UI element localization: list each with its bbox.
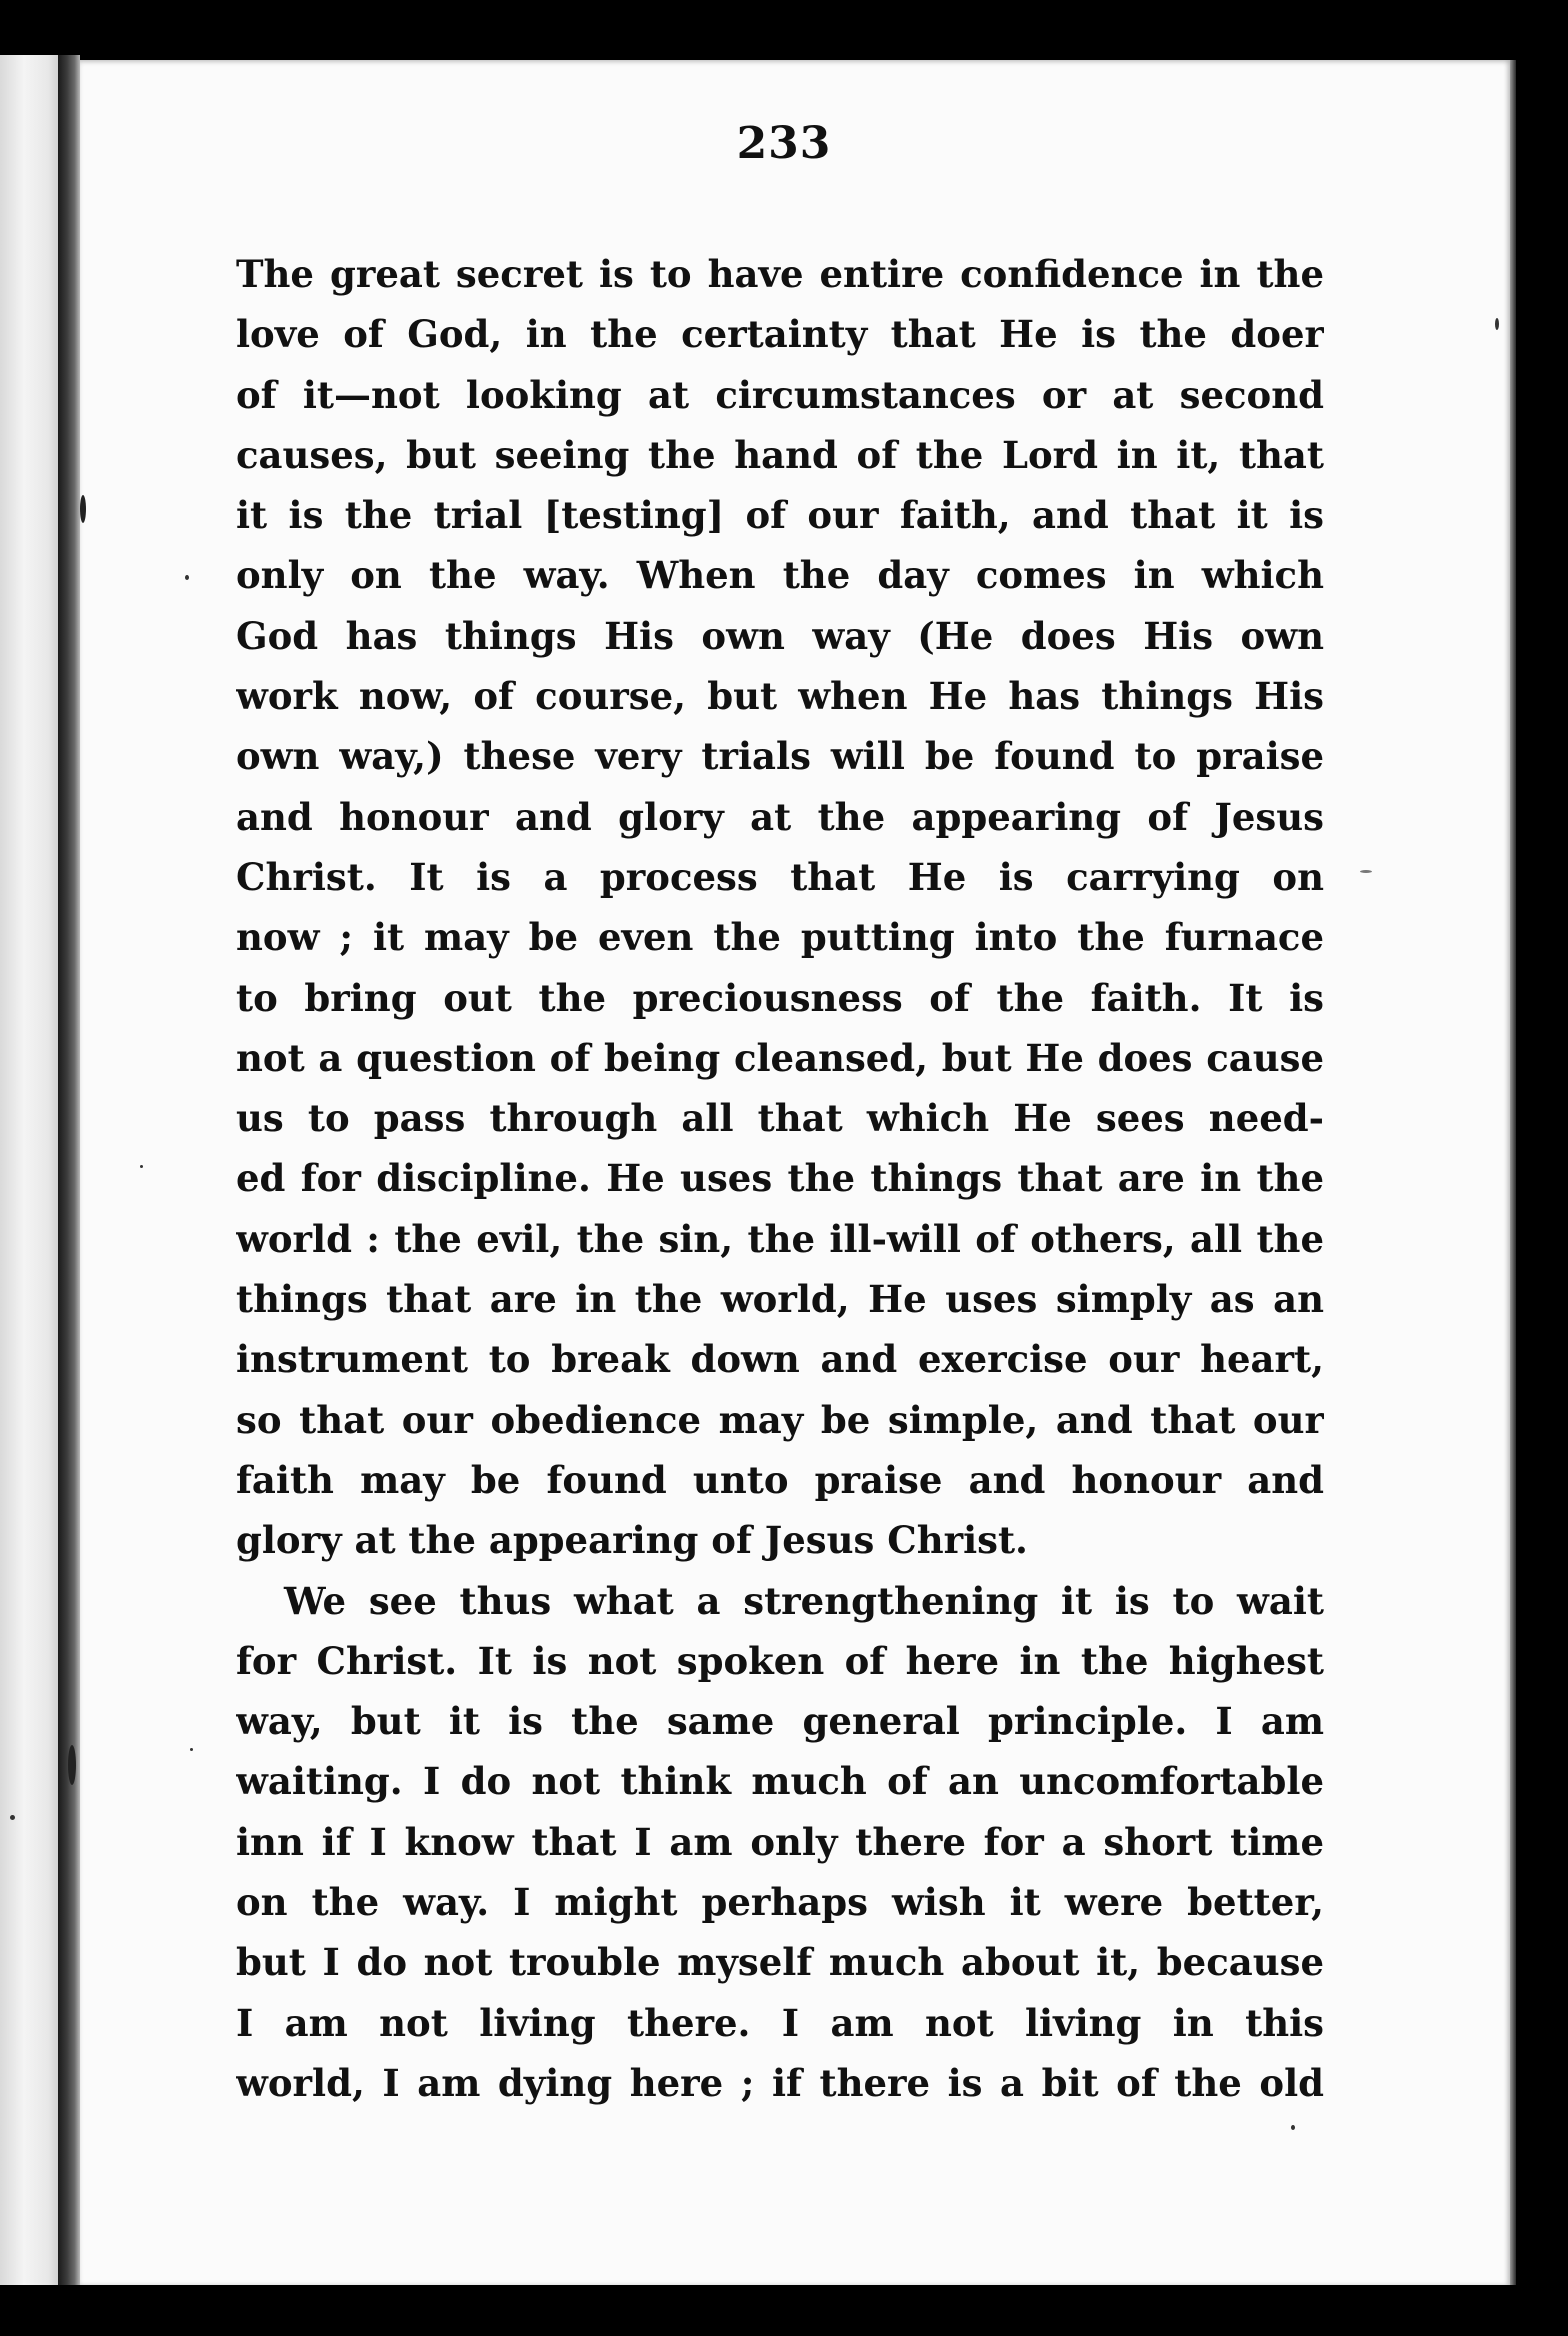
text-line: waiting. I do not think much of an uncomfortable [236, 1759, 1324, 1804]
text-line: Christ. It is a process that He is carrying on [236, 854, 1324, 899]
text-line: own way,) these very trials will be found to praise [236, 734, 1324, 779]
text-line: ed for discipline. He uses the things that are in the [236, 1156, 1324, 1201]
text-line: us to pass through all that which He sees need- [236, 1096, 1324, 1141]
print-speck [1360, 870, 1372, 873]
text-line: love of God, in the certainty that He is the doer [236, 312, 1324, 357]
page-number: 233 [736, 118, 832, 169]
text-line: only on the way. When the day comes in which [236, 553, 1324, 598]
text-line: and honour and glory at the appearing of Jesus [236, 794, 1324, 839]
print-speck [185, 575, 189, 580]
print-speck [1291, 2125, 1295, 2130]
text-line: God has things His own way (He does His own [236, 613, 1324, 658]
facing-page-edge [0, 55, 60, 2285]
text-line: I am not living there. I am not living in this [236, 2000, 1324, 2045]
print-speck [68, 1745, 76, 1785]
text-line: The great secret is to have entire confidence in the [236, 252, 1324, 296]
text-line: world, I am dying here ; if there is a bit of the old [236, 2060, 1324, 2105]
text-line: not a question of being cleansed, but He does cause [236, 1035, 1324, 1080]
text-line: on the way. I might perhaps wish it were better, [236, 1880, 1324, 1925]
text-line: so that our obedience may be simple, and that our [236, 1397, 1324, 1442]
print-speck [140, 1165, 143, 1168]
book-spine-shadow [58, 55, 80, 2285]
print-speck [10, 1815, 15, 1820]
text-line: to bring out the preciousness of the faith. It is [236, 975, 1324, 1020]
print-speck [80, 495, 86, 523]
text-line: causes, but seeing the hand of the Lord in it, that [236, 432, 1324, 477]
text-line: for Christ. It is not spoken of here in the highest [236, 1638, 1324, 1683]
text-line: way, but it is the same general principle. I am [236, 1699, 1324, 1744]
text-line: inn if I know that I am only there for a short time [236, 1819, 1324, 1864]
page-text-body [236, 244, 1324, 2113]
text-line-paragraph-start: We see thus what a strengthening it is to wait [284, 1578, 1324, 1623]
text-line: now ; it may be even the putting into the furnace [236, 915, 1324, 960]
page-right-edge [1510, 60, 1516, 2285]
text-line: world : the evil, the sin, the ill-will of others, all the [236, 1216, 1324, 1261]
print-speck [1495, 318, 1499, 330]
text-line: work now, of course, but when He has things His [236, 674, 1324, 719]
text-line: things that are in the world, He uses simply as an [236, 1277, 1324, 1322]
print-speck [190, 1748, 193, 1751]
text-line: of it—not looking at circumstances or at second [236, 372, 1324, 417]
text-line: it is the trial [testing] of our faith, and that it is [236, 493, 1324, 538]
text-line-paragraph-end: glory at the appearing of Jesus Christ. [236, 1518, 1028, 1563]
text-line: but I do not trouble myself much about it, because [236, 1940, 1324, 1985]
text-line: instrument to break down and exercise our heart, [236, 1337, 1324, 1382]
text-line: faith may be found unto praise and honour and [236, 1457, 1324, 1502]
